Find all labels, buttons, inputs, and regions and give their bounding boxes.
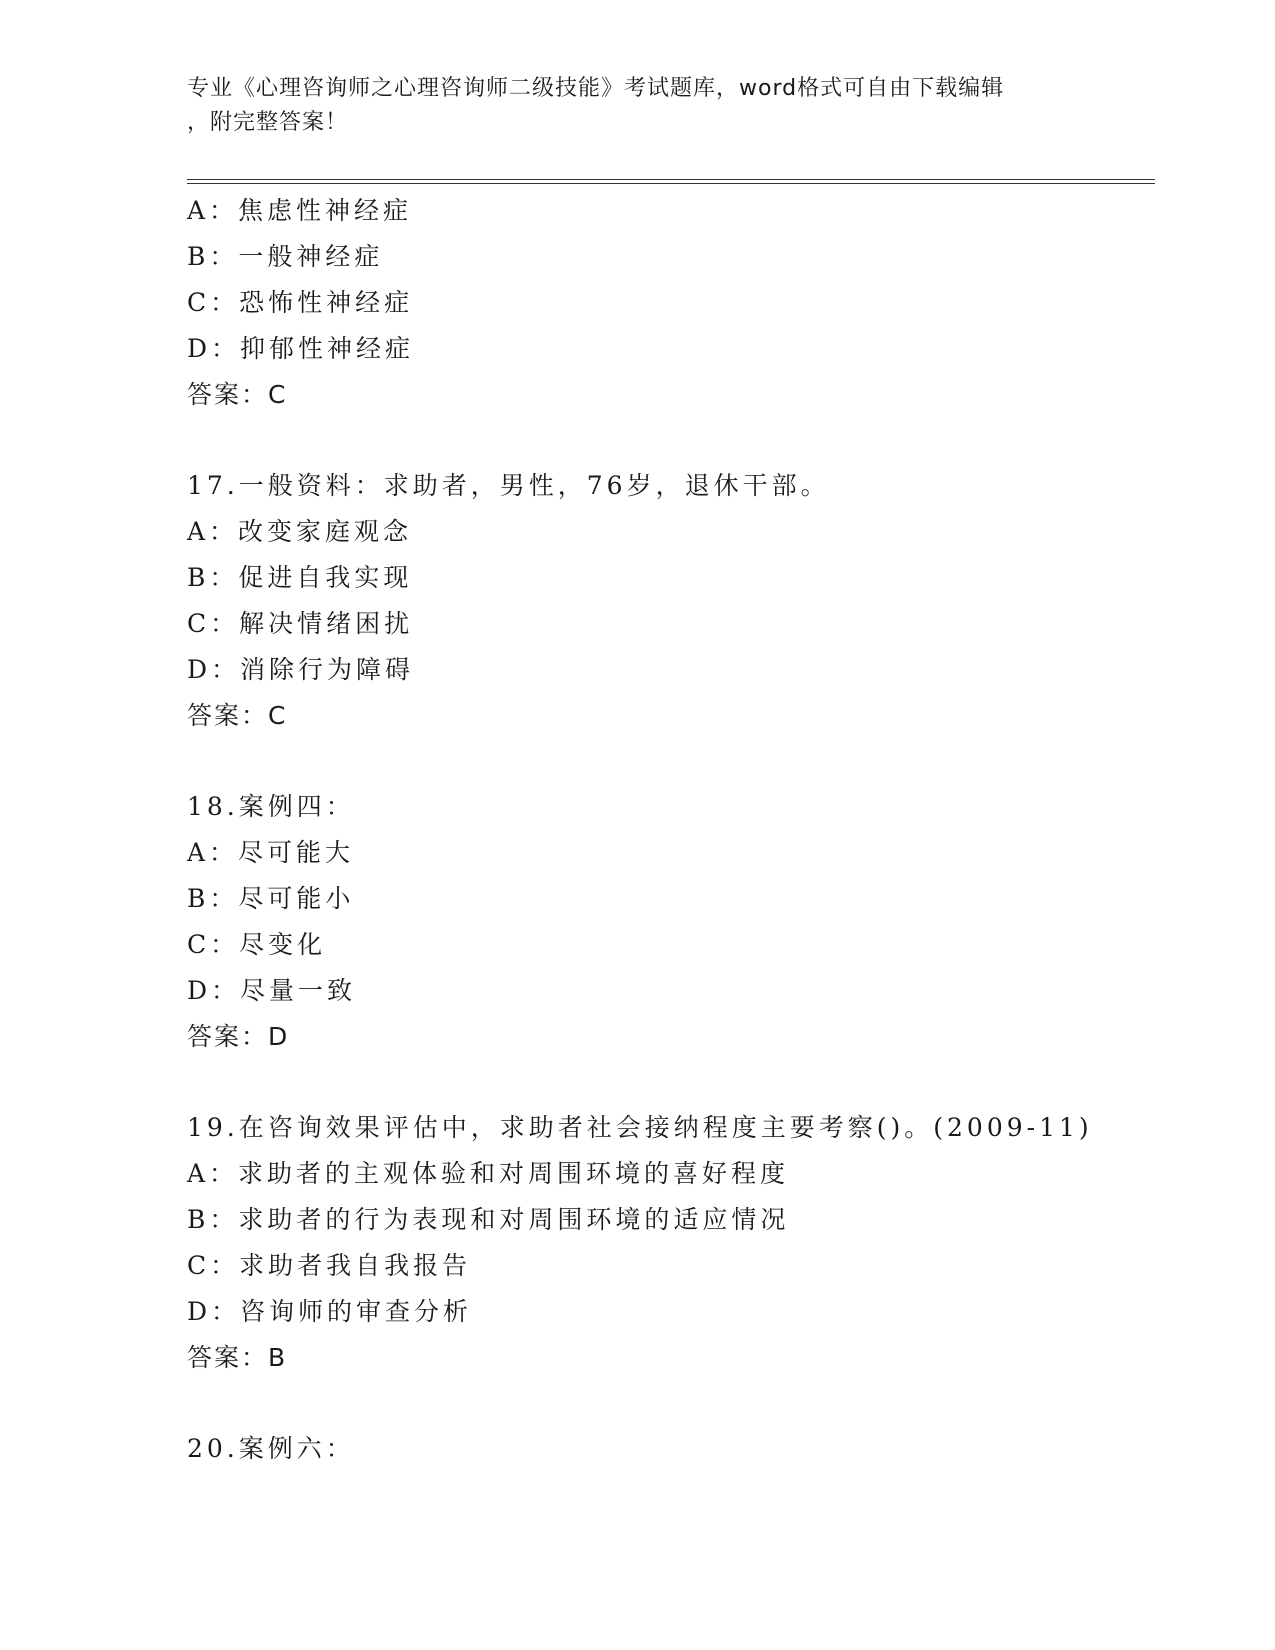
question-stem: 17.一般资料：求助者，男性，76岁，退休干部。 — [187, 471, 830, 500]
option-c: C：求助者我自我报告 — [187, 1251, 472, 1280]
option-c: C：尽变化 — [187, 930, 327, 959]
option-a: A：尽可能大 — [187, 838, 355, 867]
question-16-continued — [187, 188, 1167, 418]
answer: 答案：C — [187, 701, 288, 730]
header-title-line-2: ，附完整答案！ — [187, 110, 349, 135]
answer: 答案：C — [187, 380, 288, 409]
document-header — [187, 72, 1087, 140]
option-d: D：咨询师的审查分析 — [187, 1297, 473, 1326]
option-d: D：抑郁性神经症 — [187, 334, 415, 363]
question-19 — [187, 1105, 1167, 1381]
header-divider-bottom — [187, 183, 1155, 184]
option-a: A：求助者的主观体验和对周围环境的喜好程度 — [187, 1159, 790, 1188]
question-stem: 19.在咨询效果评估中，求助者社会接纳程度主要考察()。(2009-11) — [187, 1113, 1093, 1142]
option-c: C：解决情绪困扰 — [187, 609, 414, 638]
option-b: B：尽可能小 — [187, 884, 355, 913]
question-17 — [187, 463, 1167, 739]
question-list — [187, 188, 1167, 1472]
question-20 — [187, 1426, 1167, 1472]
answer: 答案：B — [187, 1343, 288, 1372]
question-18 — [187, 784, 1167, 1060]
option-d: D：尽量一致 — [187, 976, 357, 1005]
option-d: D：消除行为障碍 — [187, 655, 415, 684]
question-stem: 18.案例四： — [187, 792, 355, 821]
option-c: C：恐怖性神经症 — [187, 288, 414, 317]
option-a: A：改变家庭观念 — [187, 517, 413, 546]
header-title-line-1: 专业《心理咨询师之心理咨询师二级技能》考试题库，word格式可自由下载编辑 — [187, 76, 1005, 101]
option-b: B：促进自我实现 — [187, 563, 413, 592]
question-stem: 20.案例六： — [187, 1434, 355, 1463]
answer: 答案：D — [187, 1022, 290, 1051]
header-divider-top — [187, 179, 1155, 180]
option-b: B：求助者的行为表现和对周围环境的适应情况 — [187, 1205, 790, 1234]
option-b: B：一般神经症 — [187, 242, 384, 271]
option-a: A：焦虑性神经症 — [187, 196, 413, 225]
